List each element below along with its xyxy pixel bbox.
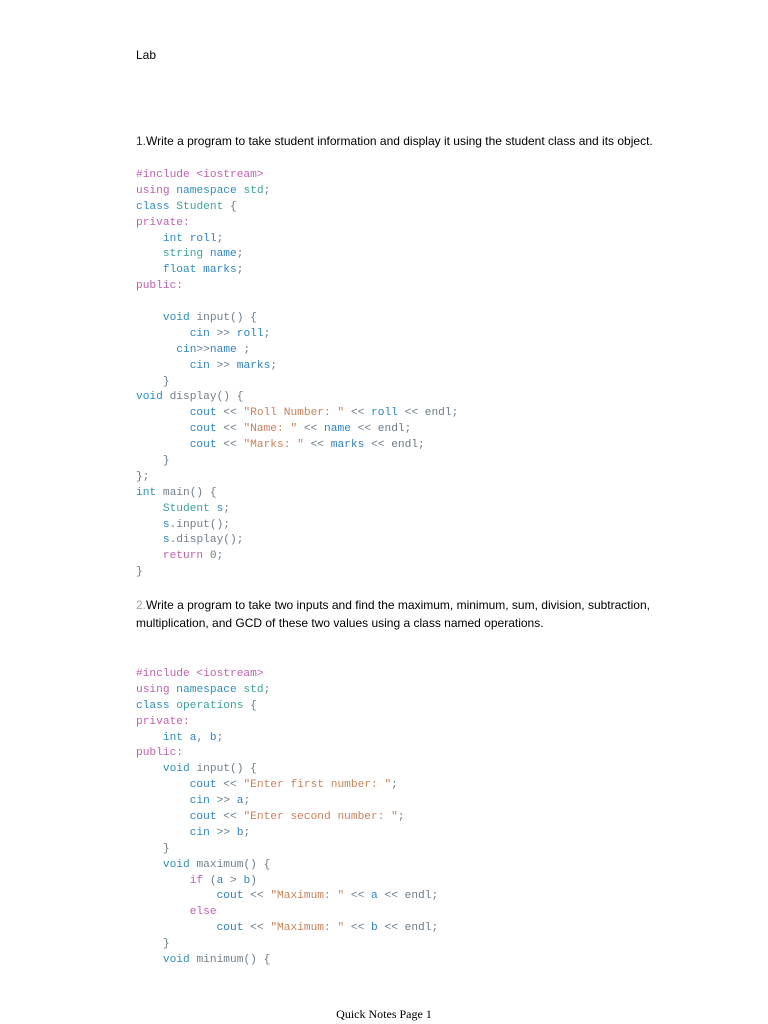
code-token: roll bbox=[371, 407, 405, 420]
code-token: (); bbox=[223, 534, 244, 547]
code-token bbox=[136, 875, 190, 887]
code-line bbox=[136, 390, 458, 406]
code-line bbox=[136, 953, 438, 969]
code-token: display bbox=[176, 534, 224, 547]
code-token: << bbox=[223, 811, 244, 824]
code-token: . bbox=[169, 534, 177, 547]
code-token: if bbox=[189, 874, 210, 887]
code-token: ; bbox=[263, 184, 271, 197]
code-token: std bbox=[243, 184, 264, 197]
code-token: namespace bbox=[176, 184, 244, 197]
code-token: ; bbox=[216, 550, 224, 563]
code-token: { bbox=[250, 699, 257, 712]
code-token: cout bbox=[189, 811, 224, 824]
question-1-text: Write a program to take student information and display it using the student class and its object. bbox=[146, 134, 653, 148]
code-token bbox=[136, 906, 190, 918]
code-token: ( bbox=[209, 874, 217, 887]
code-token: input bbox=[196, 763, 231, 776]
code-token: void bbox=[136, 391, 170, 404]
code-token: ; bbox=[216, 232, 224, 245]
code-token: s bbox=[216, 502, 224, 515]
code-token: >> bbox=[196, 343, 210, 356]
code-token: "Name: " bbox=[243, 423, 304, 436]
question-2-number: 2. bbox=[136, 598, 147, 612]
code-token: maximum bbox=[196, 858, 244, 871]
code-token: void bbox=[162, 858, 197, 871]
code-line bbox=[136, 810, 438, 826]
code-token: string bbox=[162, 248, 210, 261]
page-title: Lab bbox=[136, 48, 157, 62]
code-token: public: bbox=[136, 747, 183, 760]
page-footer: Quick Notes Page 1 bbox=[336, 1007, 432, 1021]
code-token: () { bbox=[216, 391, 244, 404]
code-line bbox=[136, 565, 458, 581]
code-token: private: bbox=[136, 715, 190, 728]
code-line bbox=[136, 518, 458, 534]
code-token: int bbox=[136, 486, 163, 499]
code-line bbox=[136, 683, 438, 699]
code-block-1 bbox=[136, 168, 458, 581]
code-token: marks bbox=[203, 264, 237, 277]
code-token: ; bbox=[223, 502, 231, 515]
code-token: () { bbox=[230, 312, 257, 325]
code-line bbox=[136, 549, 458, 565]
code-token: << endl; bbox=[357, 423, 412, 436]
code-line bbox=[136, 533, 458, 549]
code-token: ) bbox=[250, 874, 257, 887]
code-line bbox=[136, 486, 458, 502]
code-token: << bbox=[250, 890, 271, 903]
code-token: std bbox=[243, 683, 264, 696]
code-line bbox=[136, 327, 458, 343]
code-line bbox=[136, 858, 438, 874]
code-token: operations bbox=[176, 699, 251, 712]
code-token: #include <iostream> bbox=[136, 668, 264, 680]
code-line bbox=[136, 470, 458, 486]
code-token: ; bbox=[263, 327, 271, 340]
code-line bbox=[136, 699, 438, 715]
code-token: ; bbox=[243, 795, 251, 808]
code-token: public: bbox=[136, 280, 183, 293]
code-token: "Maximum: " bbox=[270, 890, 351, 903]
code-token bbox=[136, 732, 163, 744]
code-token bbox=[136, 360, 190, 372]
code-token: display bbox=[169, 391, 217, 404]
code-line bbox=[136, 778, 438, 794]
code-token: (); bbox=[209, 518, 231, 531]
code-token: "Enter second number: " bbox=[243, 811, 398, 824]
code-line bbox=[136, 168, 458, 184]
code-token bbox=[136, 922, 217, 934]
code-token: 0 bbox=[209, 550, 217, 563]
code-token: () { bbox=[189, 486, 217, 499]
code-line bbox=[136, 454, 458, 470]
code-token: ; bbox=[270, 359, 278, 372]
code-line bbox=[136, 406, 458, 422]
question-2 bbox=[136, 597, 716, 632]
code-line bbox=[136, 184, 458, 200]
code-token: >> bbox=[216, 826, 237, 839]
code-token: class bbox=[136, 699, 177, 712]
code-token: << bbox=[223, 423, 244, 436]
code-token bbox=[136, 264, 163, 276]
code-token: void bbox=[162, 954, 197, 967]
code-token: "Maximum: " bbox=[270, 922, 351, 935]
code-token bbox=[136, 312, 163, 324]
code-token: << bbox=[223, 779, 244, 792]
code-token: { bbox=[230, 200, 237, 213]
code-line bbox=[136, 667, 438, 683]
code-token: ; bbox=[243, 826, 251, 839]
code-token: << bbox=[350, 890, 372, 903]
code-token: a bbox=[216, 874, 231, 887]
code-token bbox=[136, 344, 176, 356]
code-line bbox=[136, 422, 458, 438]
code-token: ; bbox=[263, 683, 271, 696]
question-1 bbox=[136, 133, 716, 151]
code-line bbox=[136, 502, 458, 518]
question-2-text: Write a program to take two inputs and find the maximum, minimum, sum, division, subtraction, multiplication, and GCD of these two values using a class named operations. bbox=[136, 598, 650, 630]
code-token: using bbox=[136, 683, 177, 696]
code-token: << bbox=[350, 922, 372, 935]
code-token: cout bbox=[216, 922, 251, 935]
code-block-2 bbox=[136, 667, 438, 969]
code-token: #include <iostream> bbox=[136, 169, 264, 181]
code-token: () { bbox=[230, 763, 257, 776]
code-token: int bbox=[162, 232, 190, 245]
code-token: name bbox=[324, 423, 358, 436]
code-token: ; bbox=[391, 779, 398, 792]
code-token: cin bbox=[189, 826, 217, 839]
code-token: s bbox=[162, 534, 170, 547]
code-token: ; bbox=[243, 343, 251, 356]
code-token bbox=[136, 795, 190, 807]
code-token: () { bbox=[243, 954, 271, 967]
code-token bbox=[136, 233, 163, 245]
code-token: ; bbox=[216, 731, 224, 744]
code-token: cin bbox=[189, 359, 217, 372]
code-token: > bbox=[230, 874, 244, 887]
code-line bbox=[136, 200, 458, 216]
code-token bbox=[136, 328, 190, 340]
code-line bbox=[136, 375, 458, 391]
code-token: private: bbox=[136, 216, 190, 229]
code-token bbox=[136, 890, 217, 902]
code-token: float bbox=[162, 264, 204, 277]
code-token: else bbox=[189, 906, 217, 919]
code-token: s bbox=[162, 518, 170, 531]
code-line bbox=[136, 359, 458, 375]
code-line bbox=[136, 746, 438, 762]
code-token: . bbox=[169, 518, 177, 531]
code-line bbox=[136, 794, 438, 810]
code-token bbox=[136, 859, 163, 871]
code-token: << endl; bbox=[404, 407, 459, 420]
code-token: b bbox=[209, 731, 217, 744]
code-token: , bbox=[196, 731, 210, 744]
code-token: "Enter first number: " bbox=[243, 779, 392, 792]
code-token: int bbox=[162, 731, 190, 744]
code-line bbox=[136, 874, 438, 890]
code-token bbox=[136, 534, 163, 546]
code-token: >> bbox=[216, 795, 237, 808]
code-token bbox=[136, 827, 190, 839]
code-line bbox=[136, 343, 458, 359]
code-token: cout bbox=[189, 439, 224, 452]
code-token: << bbox=[350, 407, 372, 420]
code-token: main bbox=[162, 486, 190, 499]
code-token bbox=[136, 439, 190, 451]
code-token: a bbox=[371, 890, 385, 903]
code-token: input bbox=[196, 312, 231, 325]
code-token: Student bbox=[176, 200, 231, 213]
code-token: marks bbox=[330, 439, 372, 452]
code-token: void bbox=[162, 312, 197, 325]
code-token: b bbox=[371, 922, 385, 935]
code-token: ; bbox=[397, 811, 405, 824]
code-line bbox=[136, 715, 438, 731]
code-token: minimum bbox=[196, 954, 244, 967]
code-token: } bbox=[136, 375, 170, 388]
code-token: ; bbox=[236, 264, 244, 277]
code-token: b bbox=[236, 826, 244, 839]
code-token: << bbox=[223, 439, 244, 452]
code-token bbox=[136, 519, 163, 531]
code-token: } bbox=[136, 842, 170, 855]
code-token: cout bbox=[189, 407, 224, 420]
code-token bbox=[136, 550, 163, 562]
code-token: ; bbox=[236, 248, 244, 261]
code-token: << endl; bbox=[384, 922, 439, 935]
code-line bbox=[136, 921, 438, 937]
code-token bbox=[136, 503, 163, 515]
code-token bbox=[136, 423, 190, 435]
code-token: () { bbox=[243, 858, 271, 871]
code-token bbox=[136, 763, 163, 775]
code-token: << bbox=[250, 922, 271, 935]
code-line bbox=[136, 279, 458, 295]
code-line bbox=[136, 247, 458, 263]
code-token: cout bbox=[189, 423, 224, 436]
code-token: namespace bbox=[176, 683, 244, 696]
code-token: class bbox=[136, 200, 177, 213]
code-line bbox=[136, 263, 458, 279]
code-token: cin bbox=[176, 343, 197, 356]
code-token: a bbox=[236, 795, 244, 808]
code-token: input bbox=[176, 518, 210, 531]
code-token: return bbox=[162, 550, 210, 563]
code-token: cin bbox=[189, 327, 217, 340]
code-token: << bbox=[223, 407, 244, 420]
code-token: b bbox=[243, 874, 251, 887]
code-token: name bbox=[209, 248, 237, 261]
code-token: Student bbox=[162, 502, 217, 515]
code-line bbox=[136, 762, 438, 778]
code-line bbox=[136, 216, 458, 232]
code-token: roll bbox=[189, 232, 217, 245]
code-token: << bbox=[310, 439, 331, 452]
question-1-number: 1. bbox=[136, 134, 147, 148]
code-token bbox=[136, 248, 163, 260]
code-line bbox=[136, 438, 458, 454]
code-token bbox=[136, 954, 163, 966]
code-line bbox=[136, 826, 438, 842]
code-token: using bbox=[136, 184, 177, 197]
code-token: } bbox=[136, 455, 170, 468]
code-token: >> bbox=[216, 327, 237, 340]
code-token: } bbox=[136, 566, 143, 579]
code-token bbox=[136, 407, 190, 419]
code-token: }; bbox=[136, 470, 150, 483]
code-token: "Roll Number: " bbox=[243, 407, 351, 420]
code-line bbox=[136, 905, 438, 921]
code-token: cout bbox=[189, 779, 224, 792]
code-token: a bbox=[189, 731, 197, 744]
code-line bbox=[136, 937, 438, 953]
code-token: cin bbox=[189, 795, 217, 808]
code-line bbox=[136, 295, 458, 311]
code-token bbox=[136, 811, 190, 823]
code-token: cout bbox=[216, 890, 251, 903]
code-line bbox=[136, 889, 438, 905]
code-token: void bbox=[162, 763, 197, 776]
code-line bbox=[136, 731, 438, 747]
code-token: << endl; bbox=[384, 890, 439, 903]
code-token: marks bbox=[236, 359, 271, 372]
code-token: "Marks: " bbox=[243, 439, 311, 452]
code-token bbox=[136, 779, 190, 791]
code-token: << endl; bbox=[371, 439, 425, 452]
code-token: name bbox=[209, 343, 244, 356]
code-token: roll bbox=[236, 327, 264, 340]
code-token: } bbox=[136, 938, 170, 951]
code-token: << bbox=[303, 423, 325, 436]
code-line bbox=[136, 842, 438, 858]
code-token: >> bbox=[216, 359, 237, 372]
code-line bbox=[136, 311, 458, 327]
code-line bbox=[136, 232, 458, 248]
